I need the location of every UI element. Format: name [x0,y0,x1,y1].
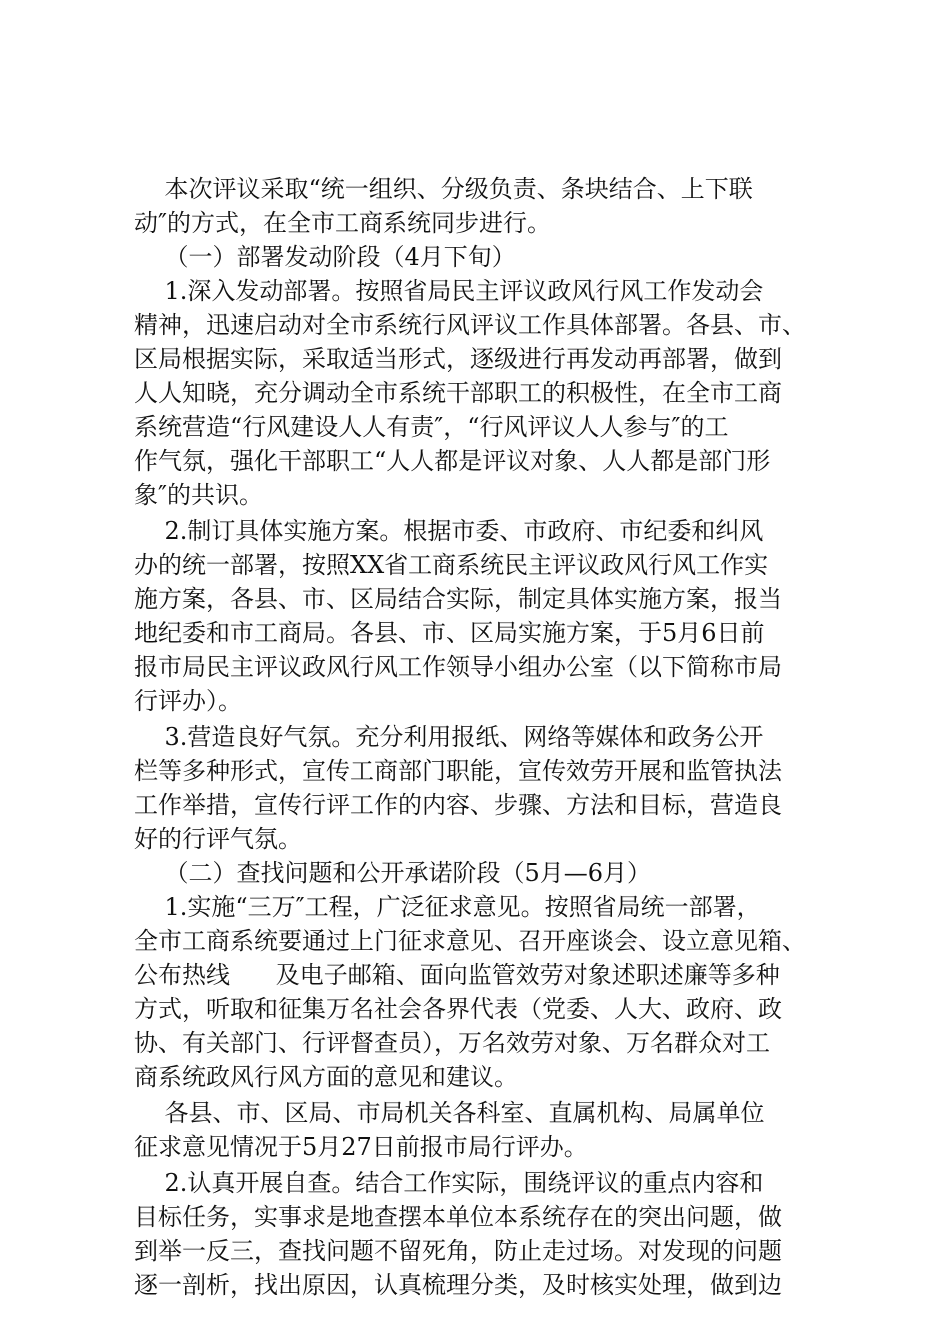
text-line: 栏等多种形式，宣传工商部门职能，宣传效劳开展和监管执法 [134,757,782,785]
text-line: 报市局民主评议政风行风工作领导小组办公室（以下简称市局 [134,653,782,681]
text-line: 象″的共识。 [134,481,263,509]
text-line: 2.认真开展自查。结合工作实际，围绕评议的重点内容和 [134,1169,764,1197]
text-line: 逐一剖析，找出原因，认真梳理分类，及时核实处理，做到边 [134,1271,782,1299]
text-line: 全市工商系统要通过上门征求意见、召开座谈会、设立意见箱、 [134,927,806,955]
text-line: 各县、市、区局、市局机关各科室、直属机构、局属单位 [134,1099,765,1127]
text-line: 地纪委和市工商局。各县、市、区局实施方案，于5月6日前 [134,619,765,647]
text-line: 好的行评气氛。 [134,825,302,853]
text-line: 工作举措，宣传行评工作的内容、步骤、方法和目标，营造良 [134,791,782,819]
text-line: 人人知晓，充分调动全市系统干部职工的积极性，在全市工商 [134,379,782,407]
text-line: 行评办）。 [134,687,242,715]
text-line: 区局根据实际，采取适当形式，逐级进行再发动再部署，做到 [134,345,782,373]
section-heading: （二）查找问题和公开承诺阶段（5月—6月） [134,859,652,887]
text-line: 公布热线 及电子邮箱、面向监管效劳对象述职述廉等多种 [134,961,780,989]
text-line: 作气氛，强化干部职工“人人都是评议对象、人人都是部门形 [134,447,771,475]
text-line: 施方案，各县、市、区局结合实际，制定具体实施方案，报当 [134,585,782,613]
text-line: 1.深入发动部署。按照省局民主评议政风行风工作发动会 [134,277,764,305]
text-line: 办的统一部署，按照XX省工商系统民主评议政风行风工作实 [134,551,769,579]
text-line: 系统营造“行风建设人人有责″，“行风评议人人参与″的工 [134,413,729,441]
text-line: 3.营造良好气氛。充分利用报纸、网络等媒体和政务公开 [134,723,764,751]
text-line: 商系统政风行风方面的意见和建议。 [134,1063,518,1091]
text-line: 精神，迅速启动对全市系统行风评议工作具体部署。各县、市、 [134,311,806,339]
text-line: 方式，听取和征集万名社会各界代表（党委、人大、政府、政 [134,995,782,1023]
text-line: 协、有关部门、行评督查员），万名效劳对象、万名群众对工 [134,1029,770,1057]
text-line: 1.实施“三万″工程，广泛征求意见。按照省局统一部署， [134,893,761,921]
section-heading: （一）部署发动阶段（4月下旬） [134,243,516,271]
text-line: 到举一反三，查找问题不留死角，防止走过场。对发现的问题 [134,1237,782,1265]
text-line: 本次评议采取“统一组织、分级负责、条块结合、上下联 [134,175,753,203]
text-line: 2.制订具体实施方案。根据市委、市政府、市纪委和纠风 [134,517,764,545]
text-line: 目标任务，实事求是地查摆本单位本系统存在的突出问题，做 [134,1203,782,1231]
text-line: 动″的方式，在全市工商系统同步进行。 [134,209,551,237]
text-line: 征求意见情况于5月27日前报市局行评办。 [134,1133,588,1161]
